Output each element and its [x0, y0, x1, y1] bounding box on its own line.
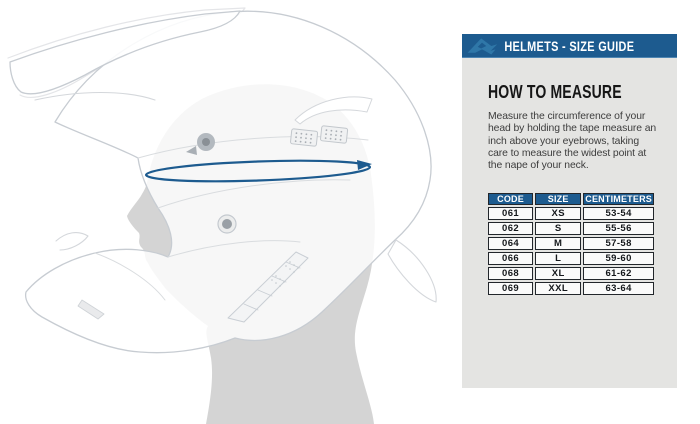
size-table-cell: 064	[488, 237, 533, 250]
size-table-cell: M	[535, 237, 581, 250]
how-to-measure-heading: HOW TO MEASURE	[488, 82, 622, 102]
size-table-row	[488, 267, 654, 280]
size-table-cell: L	[535, 252, 581, 265]
panel-header	[462, 34, 677, 58]
size-table-cell: XXL	[535, 282, 581, 295]
size-table-cell: XS	[535, 207, 581, 220]
size-table-row	[488, 207, 654, 220]
panel-content	[462, 82, 677, 297]
size-table-row	[488, 222, 654, 235]
visor-pivot-screw	[218, 215, 236, 233]
size-table-body	[488, 207, 654, 295]
size-table-row	[488, 252, 654, 265]
size-table	[486, 191, 656, 297]
size-table-header-cell: CODE	[488, 193, 533, 205]
size-table-cell: 61-62	[583, 267, 654, 280]
size-table-cell: XL	[535, 267, 581, 280]
panel-title: HELMETS - SIZE GUIDE	[504, 37, 635, 54]
size-table-header-cell: CENTIMETERS	[583, 193, 654, 205]
size-table-cell: S	[535, 222, 581, 235]
size-table-cell: 55-56	[583, 222, 654, 235]
size-table-header-cell: SIZE	[535, 193, 581, 205]
size-table-row	[488, 237, 654, 250]
size-table-cell: 068	[488, 267, 533, 280]
size-table-cell: 63-64	[583, 282, 654, 295]
size-table-cell: 061	[488, 207, 533, 220]
size-table-cell: 062	[488, 222, 533, 235]
acerbis-logo-icon	[464, 35, 500, 57]
size-guide-panel	[462, 34, 677, 388]
how-to-measure-text: Measure the circumference of your head by holding the tape measure an inch above your eyebrows, taking care to measure the widest point at the nape of your neck.	[488, 111, 657, 172]
size-table-cell: 069	[488, 282, 533, 295]
size-table-cell: 066	[488, 252, 533, 265]
size-table-cell: 59-60	[583, 252, 654, 265]
size-table-cell: 53-54	[583, 207, 654, 220]
size-table-row	[488, 282, 654, 295]
size-table-cell: 57-58	[583, 237, 654, 250]
size-table-header-row	[488, 193, 654, 205]
size-table-head	[488, 193, 654, 205]
